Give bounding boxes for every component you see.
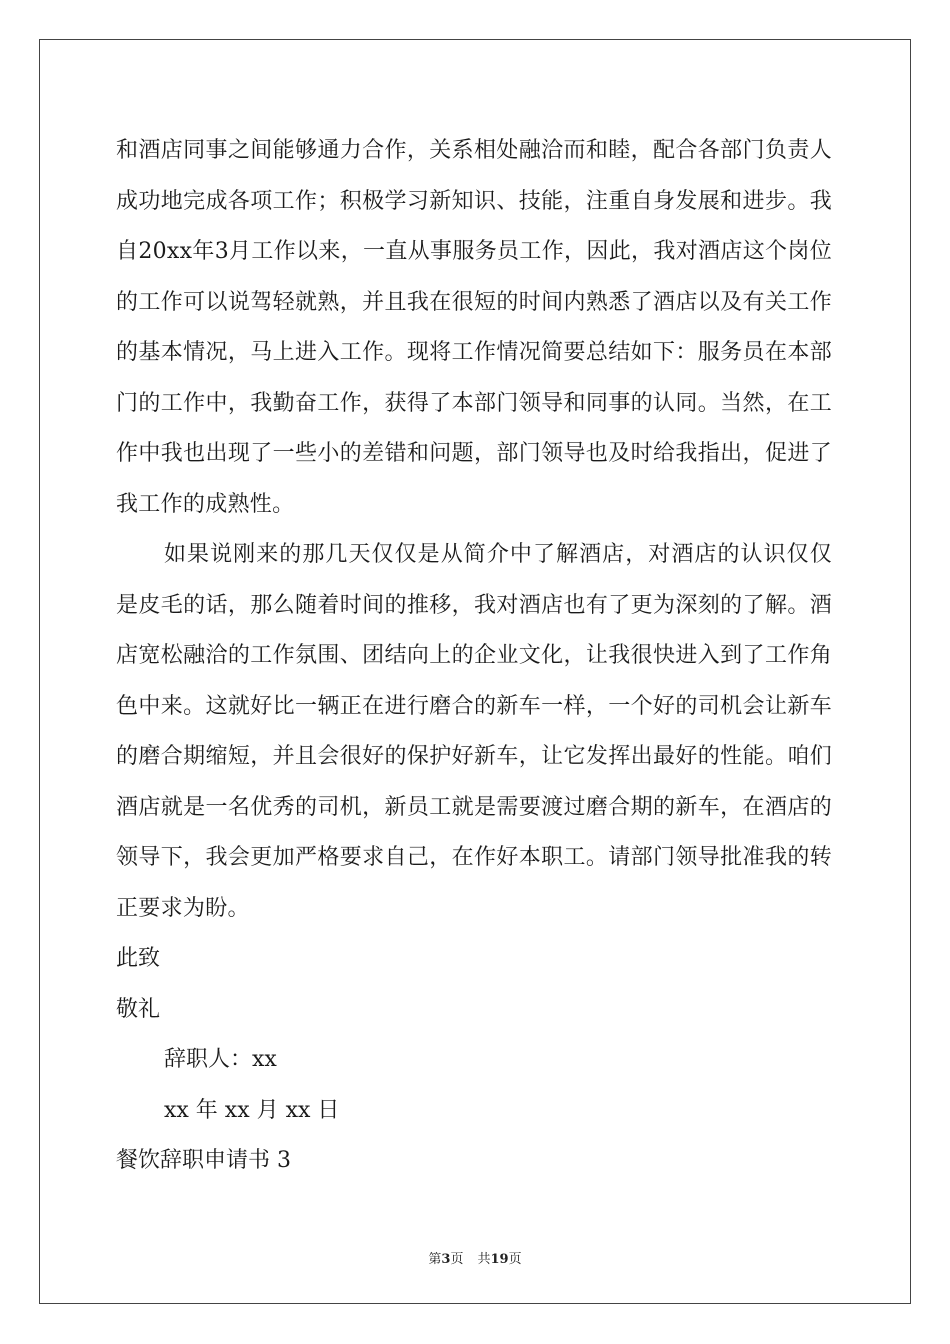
total-suffix: 页 xyxy=(508,1252,522,1267)
page-suffix: 页 xyxy=(450,1252,464,1267)
paragraph-continued: 和酒店同事之间能够通力合作，关系相处融洽而和睦，配合各部门负责人成功地完成各项工作；积极学习新知识、技能，注重自身发展和进步。我自20xx年3月工作以来，一直从事服务员工作，因此，我对酒店这个岗位的工作可以说驾轻就熟，并且我在很短的时间内熟悉了酒店以及有关工作的基本情况，马上进入工作。现将工作情况简要总结如下：服务员在本部门的工作中，我勤奋工作，获得了本部门领导和同事的认同。当然，在工作中我也出现了一些小的差错和问题，部门领导也及时给我指出，促进了我工作的成熟性。 xyxy=(116,138,832,517)
document-body xyxy=(116,126,832,1187)
page-footer xyxy=(0,1248,950,1267)
paragraph-hotel-understanding: 如果说刚来的那几天仅仅是从简介中了解酒店，对酒店的认识仅仅是皮毛的话，那么随着时间的推移，我对酒店也有了更为深刻的了解。酒店宽松融洽的工作氛围、团结向上的企业文化，让我很快进入到了工作角色中来。这就好比一辆正在进行磨合的新车一样，一个好的司机会让新车的磨合期缩短，并且会很好的保护好新车，让它发挥出最好的性能。咱们酒店就是一名优秀的司机，新员工就是需要渡过磨合期的新车，在酒店的领导下，我会更加严格要求自己，在作好本职工。请部门领导批准我的转正要求为盼。 xyxy=(116,542,832,921)
signer-name: 辞职人：xx xyxy=(164,1047,277,1072)
page-prefix: 第 xyxy=(428,1252,442,1267)
next-section-title: 餐饮辞职申请书 3 xyxy=(116,1148,291,1173)
total-prefix: 共 xyxy=(477,1252,491,1267)
closing-regards: 敬礼 xyxy=(116,996,161,1022)
total-pages: 19 xyxy=(490,1252,509,1267)
page-number: 3 xyxy=(441,1252,451,1267)
closing-salutation: 此致 xyxy=(116,946,161,971)
signature-date: xx 年 xx 月 xx 日 xyxy=(164,1097,340,1123)
